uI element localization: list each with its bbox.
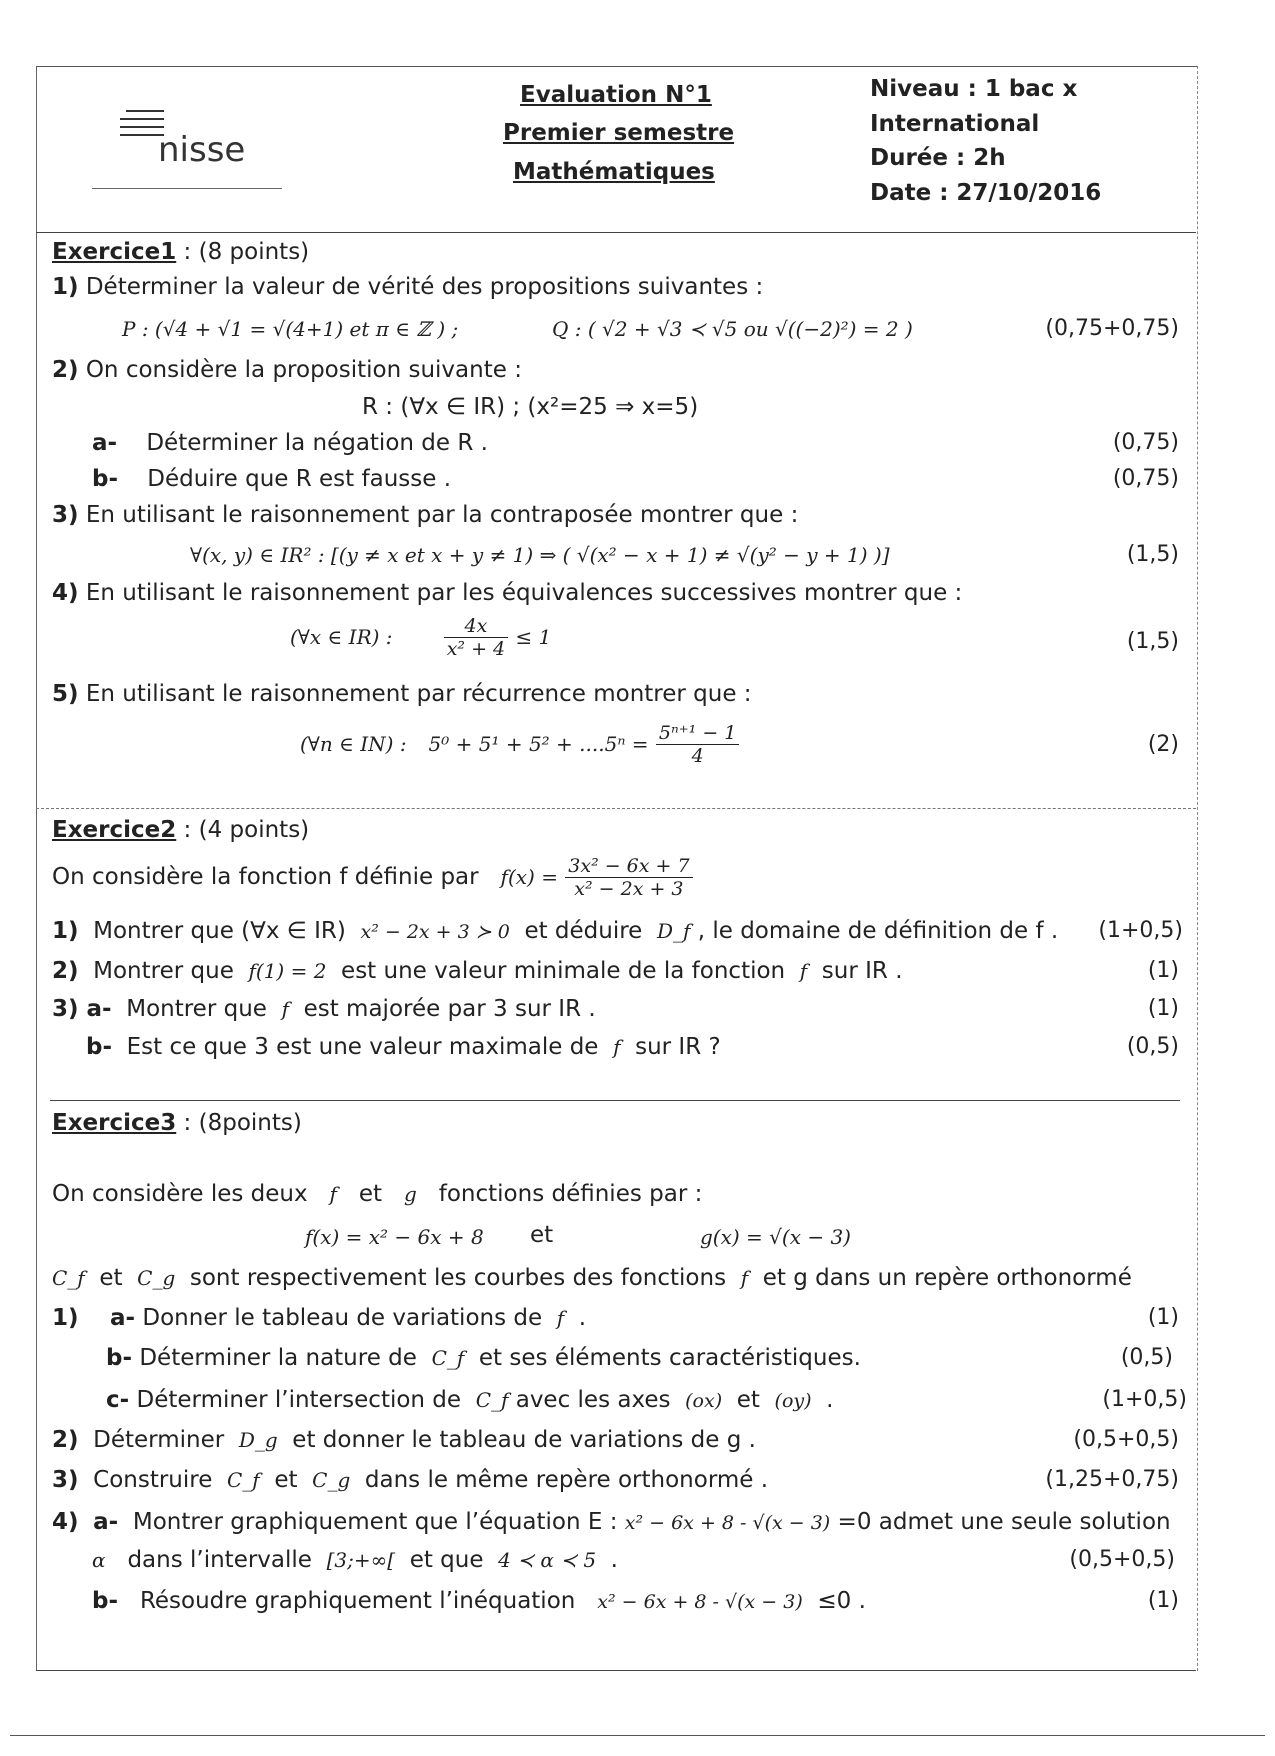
ex1-q2b-text: Déduire que R est fausse . bbox=[147, 466, 452, 492]
ex3-intro-f: f bbox=[329, 1182, 337, 1206]
ex1-q5-quant: (∀n ∈ IN) : bbox=[300, 732, 407, 756]
ex1-q2-R: R : (∀x ∈ IR) ; (x²=25 ⇒ x=5) bbox=[362, 394, 699, 420]
ex3-q4a bbox=[52, 1507, 1171, 1538]
ex3-et: et bbox=[530, 1222, 554, 1248]
ex3-q4a-alpha: α bbox=[92, 1548, 106, 1572]
ex3-heading bbox=[52, 1108, 302, 1138]
ex3-q4b-label: b- bbox=[92, 1588, 119, 1614]
ex3-q2-a: Déterminer bbox=[93, 1427, 225, 1453]
ex1-divider bbox=[36, 808, 1196, 809]
ex1-q2 bbox=[52, 355, 522, 385]
ex1-q2-text: On considère la proposition suivante : bbox=[85, 357, 522, 383]
ex2-points: : (4 points) bbox=[176, 817, 310, 843]
ex1-q5-denominator: 4 bbox=[691, 745, 704, 767]
ex3-q4b-a: Résoudre graphiquement l’inéquation bbox=[139, 1588, 576, 1614]
ex3-q4a-points: (0,5+0,5) bbox=[1069, 1547, 1175, 1572]
ex2-q2-a: Montrer que bbox=[93, 958, 234, 984]
ex1-q2b-points: (0,75) bbox=[1112, 466, 1179, 491]
ex2-q1-a: Montrer que (∀x ∈ IR) bbox=[93, 918, 346, 944]
ex3-q2-num: 2) bbox=[52, 1427, 79, 1453]
ex1-q4-relation: ≤ 1 bbox=[515, 625, 552, 649]
ex1-q4-quant: (∀x ∈ IR) : bbox=[290, 625, 393, 649]
ex2-intro bbox=[52, 852, 693, 902]
ex2-q2-d: f bbox=[799, 959, 808, 983]
ex2-q1 bbox=[52, 916, 1058, 947]
ex3-q1-num: 1) bbox=[52, 1305, 79, 1331]
ex1-title: Exercice1 bbox=[52, 239, 177, 265]
ex3-q1c bbox=[106, 1385, 833, 1416]
ex1-q2b bbox=[92, 464, 451, 494]
ex2-q3b bbox=[86, 1032, 721, 1062]
ex2-q3b-a: Est ce que 3 est une valeur maximale de bbox=[126, 1034, 599, 1060]
ex2-q1-c: et déduire bbox=[524, 918, 643, 944]
ex3-curves-cf: C_f bbox=[52, 1266, 85, 1290]
ex1-q2a-text: Déterminer la négation de R . bbox=[146, 430, 488, 456]
ex3-q1b-a: Déterminer la nature de bbox=[139, 1345, 417, 1371]
ex3-q1c-g: . bbox=[826, 1387, 834, 1413]
ex1-q2a-points: (0,75) bbox=[1112, 430, 1179, 455]
ex3-q4a-i: . bbox=[610, 1547, 618, 1573]
ex1-q4-num: 4) bbox=[52, 580, 79, 606]
ex3-q4-num: 4) bbox=[52, 1509, 79, 1535]
ex1-q5-fraction bbox=[656, 722, 740, 767]
ex3-q1a bbox=[110, 1303, 586, 1333]
ex3-q3-b: C_f bbox=[227, 1468, 260, 1492]
ex3-q4a-label: a- bbox=[93, 1509, 119, 1535]
ex2-q3a-a: Montrer que bbox=[126, 996, 267, 1022]
ex1-q1-num: 1) bbox=[52, 274, 79, 300]
ex1-q3-points: (1,5) bbox=[1126, 542, 1179, 567]
international: International bbox=[870, 111, 1040, 137]
ex2-f-numerator: 3x² − 6x + 7 bbox=[565, 855, 692, 878]
ex2-q1-b: x² − 2x + 3 ≻ 0 bbox=[360, 921, 510, 943]
ex1-q4-text: En utilisant le raisonnement par les équivalences successives montrer que : bbox=[85, 580, 963, 606]
ex2-f-fraction bbox=[565, 855, 692, 900]
ex3-q3-d: C_g bbox=[312, 1468, 351, 1492]
ex1-q4-points: (1,5) bbox=[1126, 629, 1179, 654]
ex2-intro-text: On considère la fonction f définie par bbox=[52, 864, 479, 890]
ex2-q3b-label: b- bbox=[86, 1034, 113, 1060]
ex3-intro-b: fonctions définies par : bbox=[438, 1181, 703, 1207]
ex1-points: : (8 points) bbox=[176, 239, 310, 265]
ex2-f-denominator: x² − 2x + 3 bbox=[574, 878, 684, 900]
ex1-q2-num: 2) bbox=[52, 357, 79, 383]
ex1-q3-formula: ∀(x, y) ∈ IR² : [(y ≠ x et x + y ≠ 1) ⇒ ( √(x² − x + 1) ≠ √(y² − y + 1) )] bbox=[190, 543, 890, 567]
ex2-q2 bbox=[52, 956, 903, 986]
ex3-title: Exercice3 bbox=[52, 1110, 177, 1136]
date: Date : 27/10/2016 bbox=[870, 180, 1102, 206]
ex1-q1-Q: Q : ( √2 + √3 ≺ √5 ou √((−2)²) = 2 ) bbox=[552, 317, 913, 341]
ex3-q4b bbox=[92, 1586, 866, 1617]
ex3-intro-g: g bbox=[404, 1182, 417, 1206]
logo-underline bbox=[92, 188, 282, 189]
ex2-q1-points: (1+0,5) bbox=[1098, 918, 1183, 943]
ex1-q2a-label: a- bbox=[92, 430, 118, 456]
ex1-q4-fraction bbox=[444, 615, 508, 660]
ex2-q2-num: 2) bbox=[52, 958, 79, 984]
ex3-q1b-label: b- bbox=[106, 1345, 133, 1371]
ex3-curves-tail: et g dans un repère orthonormé bbox=[762, 1265, 1132, 1291]
ex3-q2-c: et donner le tableau de variations de g . bbox=[292, 1427, 756, 1453]
ex2-f-lhs: f(x) = bbox=[500, 865, 558, 889]
ex3-q1c-a: Déterminer l’intersection de bbox=[136, 1387, 462, 1413]
ex3-q4b-points: (1) bbox=[1147, 1588, 1179, 1613]
ex3-q3-a: Construire bbox=[93, 1467, 213, 1493]
ex2-q3a bbox=[52, 994, 596, 1024]
ex3-q4a-e: dans l’intervalle bbox=[127, 1547, 312, 1573]
ex3-q1c-points: (1+0,5) bbox=[1102, 1387, 1187, 1412]
ex2-q3a-b: f bbox=[281, 997, 289, 1021]
ex2-q3a-num: 3) a- bbox=[52, 996, 112, 1022]
ex3-q3-c: et bbox=[274, 1467, 298, 1493]
ex3-q3 bbox=[52, 1465, 768, 1495]
ex1-q5-formula bbox=[300, 718, 739, 770]
ex1-q1-P: P : (√4 + √1 = √(4+1) et π ∈ ℤ ) ; bbox=[122, 317, 459, 341]
bottom-divider bbox=[36, 1670, 1196, 1671]
ex1-q4-numerator: 4x bbox=[444, 615, 508, 638]
ex3-q4a-a: Montrer graphiquement que l’équation E : bbox=[132, 1509, 618, 1535]
ex2-q3b-points: (0,5) bbox=[1126, 1034, 1179, 1059]
ex1-q3 bbox=[52, 500, 798, 530]
ex1-q5-numerator: 5ⁿ⁺¹ − 1 bbox=[656, 722, 740, 745]
duree: Durée : 2h bbox=[870, 145, 1006, 171]
ex1-q5 bbox=[52, 679, 752, 709]
ex2-heading bbox=[52, 815, 309, 845]
ex3-q4a-interval: [3;+∞[ bbox=[326, 1548, 396, 1572]
ex1-heading bbox=[52, 237, 309, 267]
exam-title: Evaluation N°1 bbox=[520, 82, 712, 108]
ex1-q5-sum: 5⁰ + 5¹ + 5² + ....5ⁿ = bbox=[428, 732, 649, 756]
logo-text: nisse bbox=[158, 130, 246, 170]
ex3-curves-f: f bbox=[740, 1266, 749, 1290]
ex3-q1b-c: et ses éléments caractéristiques. bbox=[478, 1345, 861, 1371]
ex3-q3-points: (1,25+0,75) bbox=[1045, 1467, 1179, 1492]
ex1-q1-text: Déterminer la valeur de vérité des propositions suivantes : bbox=[85, 274, 764, 300]
ex1-q4-formula bbox=[290, 614, 551, 660]
ex3-q1a-c: . bbox=[578, 1305, 587, 1331]
ex3-curves-et: et bbox=[99, 1265, 123, 1291]
ex2-q3b-c: sur IR ? bbox=[635, 1034, 721, 1060]
ex1-q5-text: En utilisant le raisonnement par récurrence montrer que : bbox=[85, 681, 752, 707]
ex3-q1c-b: C_f bbox=[475, 1388, 509, 1412]
ex3-q1a-label: a- bbox=[110, 1305, 136, 1331]
ex3-q1a-b: f bbox=[556, 1306, 565, 1330]
ex3-q1c-f: (oy) bbox=[774, 1390, 812, 1412]
ex1-q5-points: (2) bbox=[1147, 732, 1179, 757]
ex3-q1c-c: avec les axes bbox=[515, 1387, 671, 1413]
ex2-divider bbox=[50, 1100, 1180, 1101]
ex3-q4a-cont bbox=[92, 1545, 618, 1575]
ex1-q3-num: 3) bbox=[52, 502, 79, 528]
ex2-q1-e: , le domaine de définition de f . bbox=[697, 918, 1059, 944]
ex3-q1a-a: Donner le tableau de variations de bbox=[142, 1305, 543, 1331]
ex2-q2-c: est une valeur minimale de la fonction bbox=[341, 958, 786, 984]
semester: Premier semestre bbox=[503, 120, 735, 146]
ex3-q2-points: (0,5+0,5) bbox=[1073, 1427, 1179, 1452]
ex2-q1-d: D_f bbox=[656, 919, 691, 943]
ex3-intro-et: et bbox=[358, 1181, 383, 1207]
ex3-points: : (8points) bbox=[176, 1110, 302, 1136]
ex3-q1c-label: c- bbox=[106, 1387, 130, 1413]
ex3-q1c-d: (ox) bbox=[685, 1390, 723, 1412]
ex3-curves-cg: C_g bbox=[137, 1266, 176, 1290]
ex2-q2-e: sur IR . bbox=[821, 958, 903, 984]
ex2-q1-num: 1) bbox=[52, 918, 79, 944]
ex1-q1 bbox=[52, 272, 763, 302]
ex1-q5-num: 5) bbox=[52, 681, 79, 707]
ex2-q3a-c: est majorée par 3 sur IR . bbox=[303, 996, 596, 1022]
ex2-title: Exercice2 bbox=[52, 817, 177, 843]
ex3-f-def: f(x) = x² − 6x + 8 bbox=[305, 1225, 484, 1249]
subject: Mathématiques bbox=[513, 159, 715, 185]
ex3-q1c-e: et bbox=[736, 1387, 760, 1413]
ex3-q2-b: D_g bbox=[238, 1428, 278, 1452]
ex3-q1b bbox=[106, 1343, 861, 1373]
ex3-q3-num: 3) bbox=[52, 1467, 79, 1493]
ex1-q2a bbox=[92, 428, 488, 458]
ex1-q3-text: En utilisant le raisonnement par la contraposée montrer que : bbox=[85, 502, 799, 528]
ex2-q3b-b: f bbox=[613, 1035, 621, 1059]
ex3-q4a-b: x² − 6x + 8 - √(x − 3) bbox=[624, 1512, 831, 1534]
ex3-q4a-c: =0 admet une seule solution bbox=[837, 1509, 1171, 1535]
ex3-q3-e: dans le même repère orthonormé . bbox=[364, 1467, 769, 1493]
ex2-q3a-points: (1) bbox=[1147, 996, 1179, 1021]
niveau: Niveau : 1 bac x bbox=[870, 76, 1078, 102]
ex2-q2-points: (1) bbox=[1147, 958, 1179, 983]
ex1-q2b-label: b- bbox=[92, 466, 119, 492]
ex2-q2-b: f(1) = 2 bbox=[248, 959, 327, 983]
ex3-intro-a: On considère les deux bbox=[52, 1181, 308, 1207]
ex1-q1-points: (0,75+0,75) bbox=[1045, 316, 1179, 341]
ex3-q2 bbox=[52, 1425, 756, 1455]
ex3-q4b-c: ≤0 . bbox=[817, 1588, 866, 1614]
ex3-q1b-b: C_f bbox=[431, 1346, 465, 1370]
page-bottom-line bbox=[10, 1735, 1265, 1736]
ex3-q4b-b: x² − 6x + 8 - √(x − 3) bbox=[597, 1591, 803, 1613]
ex3-curves-text: sont respectivement les courbes des fonctions bbox=[189, 1265, 727, 1291]
ex3-curves bbox=[52, 1263, 1132, 1293]
ex3-g-def: g(x) = √(x − 3) bbox=[700, 1225, 851, 1249]
header-divider bbox=[36, 232, 1196, 233]
ex3-intro bbox=[52, 1179, 702, 1209]
ex3-q1a-points: (1) bbox=[1147, 1305, 1179, 1330]
ex1-q4-denominator: x² + 4 bbox=[446, 638, 506, 660]
ex3-q4a-g: et que bbox=[409, 1547, 484, 1573]
ex3-q1b-points: (0,5) bbox=[1120, 1345, 1173, 1370]
ex3-q4a-bounds: 4 ≺ α ≺ 5 bbox=[498, 1548, 597, 1572]
ex1-q4 bbox=[52, 578, 962, 608]
